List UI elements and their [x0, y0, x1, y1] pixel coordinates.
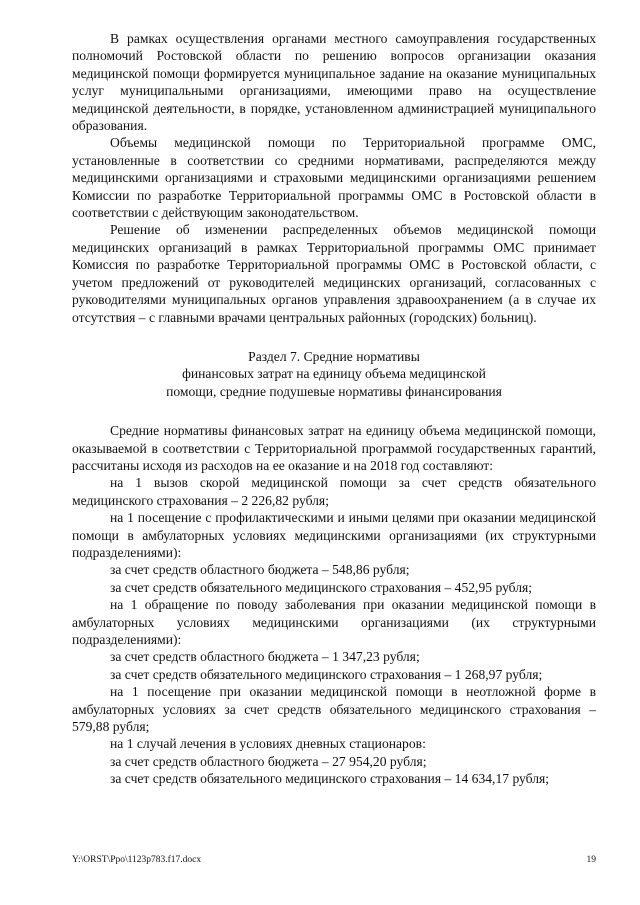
paragraph: В рамках осуществления органами местного самоуправления государственных полномочий Ростовской области по решению вопросов организации оказания медицинской помощи формируется муниципальное задание на оказание муниципальных услуг муниципальными организациями, имеющими право на осуществление медицинской деятельности, в порядке, установленном администрацией муниципального образования.: [72, 31, 596, 134]
paragraph: за счет средств обязательного медицинского страхования – 14 634,17 рубля;: [110, 771, 550, 787]
section-title-line: Раздел 7. Средние нормативы: [248, 348, 420, 364]
paragraph: за счет средств областного бюджета – 27 954,20 рубля;: [110, 753, 427, 769]
paragraph: на 1 обращение по поводу заболевания при оказании медицинской помощи в амбулаторных условиях медицинскими организациями (их структурными подразделениями):: [72, 597, 596, 647]
page-footer: [72, 855, 596, 865]
paragraph: на 1 посещение при оказании медицинской помощи в неотложной форме в амбулаторных условиях за счет средств обязательного медицинского страхования – 579,88 рубля;: [72, 684, 596, 735]
paragraph: за счет средств областного бюджета – 548,86 рубля;: [110, 562, 410, 578]
paragraph: за счет средств обязательного медицинского страхования – 1 268,97 рубля;: [110, 666, 543, 682]
paragraph: Объемы медицинской помощи по Территориальной программе ОМС, установленные в соответствии со средними нормативами, распределяются между медицинскими организациями и страховыми медицинскими организациями решением Комиссии по разработке Территориальной программы ОМС в Ростовской области в соответствии с действующим законодательством.: [72, 135, 596, 221]
section-heading: [72, 348, 596, 400]
section-title-line: финансовых затрат на единицу объема медицинской: [182, 366, 486, 382]
paragraph: за счет средств обязательного медицинского страхования – 452,95 рубля;: [110, 579, 533, 595]
document-page: [72, 30, 596, 788]
paragraph: Решение об изменении распределенных объемов медицинской помощи медицинских организаций в рамках Территориальной программы ОМС принимает Комиссия по разработке Территориальной программы ОМС в Ростовской области, с учетом предложений от руководителей медицинских организаций, согласованных с руководителями муниципальных органов управления здравоохранением (а в случае их отсутствия – с главными врачами центральных районных (городских) больниц).: [72, 222, 596, 325]
section-title-line: помощи, средние подушевые нормативы финансирования: [166, 383, 502, 399]
paragraph: на 1 вызов скорой медицинской помощи за счет средств обязательного медицинского страхования – 2 226,82 рубля;: [72, 475, 596, 508]
paragraph: на 1 случай лечения в условиях дневных стационаров:: [110, 736, 426, 752]
paragraph: Средние нормативы финансовых затрат на единицу объема медицинской помощи, оказываемой в соответствии с Территориальной программой государственных гарантий, рассчитаны исходя из расходов на ее оказание и на 2018 год составляют:: [72, 423, 596, 473]
paragraph: на 1 посещение с профилактическими и иными целями при оказании медицинской помощи в амбулаторных условиях медицинскими организациями (их структурными подразделениями):: [72, 510, 596, 560]
paragraph: за счет средств областного бюджета – 1 347,23 рубля;: [110, 649, 420, 665]
page-number: 19: [586, 855, 596, 865]
file-path: Y:\ORST\Ppo\1123p783.f17.docx: [72, 855, 202, 865]
